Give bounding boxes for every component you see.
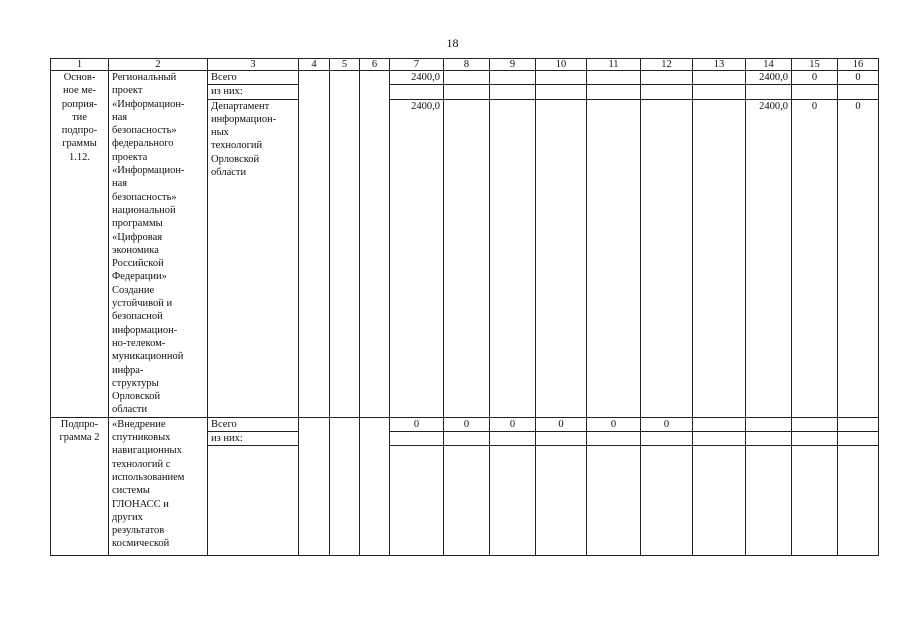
empty-cell: [641, 432, 693, 446]
column-header: 3: [208, 59, 299, 71]
text-line: «Внедрение: [112, 418, 166, 430]
value-cell: 0: [490, 417, 536, 431]
empty-cell: [746, 85, 792, 99]
text-line: устойчивой и: [112, 298, 173, 310]
empty-cell: [693, 446, 746, 556]
empty-cell: [444, 446, 490, 556]
event-type-cell: [51, 417, 109, 556]
empty-cell: [490, 71, 536, 85]
of-which-label: из них:: [208, 85, 299, 99]
value-cell: 0: [536, 417, 587, 431]
value-cell: 0: [838, 71, 879, 85]
column-header: 5: [330, 59, 360, 71]
empty-cell: [490, 446, 536, 556]
empty-cell: [792, 432, 838, 446]
column-header: 8: [444, 59, 490, 71]
empty-cell: [490, 99, 536, 417]
text-line: других: [112, 511, 143, 523]
value-cell: 0: [838, 99, 879, 417]
column-header: 16: [838, 59, 879, 71]
text-line: муникационной: [112, 351, 184, 363]
empty-cell: [641, 99, 693, 417]
empty-cell: [838, 417, 879, 431]
column-header: 15: [792, 59, 838, 71]
text-line: технологий с: [112, 458, 171, 470]
empty-cell: [838, 432, 879, 446]
text-line: информацион-: [112, 324, 178, 336]
text-line: Основ-: [63, 72, 96, 83]
empty-cell: [693, 71, 746, 85]
event-name-cell: [109, 417, 208, 556]
empty-cell: [360, 71, 390, 418]
text-line: Орловской: [112, 391, 161, 403]
text-line: ных: [211, 127, 229, 139]
empty-cell: [587, 99, 641, 417]
text-line: спутниковых: [112, 432, 171, 444]
text-line: но-телеком-: [112, 337, 166, 349]
text-line: граммы: [62, 138, 97, 150]
text-line: безопасной: [112, 311, 163, 323]
empty-cell: [390, 432, 444, 446]
text-line: области: [112, 404, 148, 416]
value-cell: 2400,0: [746, 71, 792, 85]
empty-cell: [360, 417, 390, 556]
text-line: системы: [112, 485, 150, 497]
empty-cell: [838, 85, 879, 99]
table-row: [51, 417, 879, 431]
value-cell: 2400,0: [746, 99, 792, 417]
column-header: 12: [641, 59, 693, 71]
text-line: безопасность»: [112, 191, 177, 203]
empty-cell: [208, 446, 299, 556]
empty-cell: [792, 417, 838, 431]
value-cell: 0: [641, 417, 693, 431]
column-number-row: [51, 59, 879, 71]
event-name-cell: [109, 71, 208, 418]
empty-cell: [330, 417, 360, 556]
empty-cell: [299, 417, 330, 556]
text-line: структуры: [112, 377, 159, 389]
empty-cell: [641, 71, 693, 85]
text-line: инфра-: [112, 364, 144, 376]
empty-cell: [746, 432, 792, 446]
text-line: результатов: [112, 525, 165, 537]
empty-cell: [792, 85, 838, 99]
text-line: «Цифровая: [112, 231, 163, 243]
text-line: тие: [72, 111, 87, 123]
empty-cell: [838, 446, 879, 556]
text-line: информацион-: [211, 113, 277, 125]
empty-cell: [536, 446, 587, 556]
text-line: ГЛОНАСС и: [112, 498, 169, 510]
value-cell: 0: [792, 99, 838, 417]
value-cell: 2400,0: [390, 71, 444, 85]
empty-cell: [490, 85, 536, 99]
column-header: 2: [109, 59, 208, 71]
empty-cell: [746, 446, 792, 556]
event-type-cell: [51, 71, 109, 418]
empty-cell: [536, 85, 587, 99]
column-header: 9: [490, 59, 536, 71]
total-label: Всего: [208, 417, 299, 431]
text-line: Региональный: [112, 72, 177, 83]
empty-cell: [792, 446, 838, 556]
column-header: 4: [299, 59, 330, 71]
text-line: экономика: [112, 244, 159, 256]
empty-cell: [641, 446, 693, 556]
empty-cell: [587, 85, 641, 99]
empty-cell: [490, 432, 536, 446]
empty-cell: [444, 85, 490, 99]
page-number: 18: [446, 36, 459, 50]
empty-cell: [693, 99, 746, 417]
text-line: 1.12.: [69, 151, 90, 163]
empty-cell: [693, 432, 746, 446]
empty-cell: [693, 417, 746, 431]
text-line: области: [211, 167, 247, 179]
empty-cell: [693, 85, 746, 99]
empty-cell: [444, 71, 490, 85]
empty-cell: [536, 99, 587, 417]
value-cell: 2400,0: [390, 99, 444, 417]
text-line: национальной: [112, 204, 176, 216]
empty-cell: [587, 71, 641, 85]
text-line: ное ме-: [62, 85, 97, 97]
budget-table: [50, 58, 879, 556]
value-cell: 0: [444, 417, 490, 431]
empty-cell: [536, 432, 587, 446]
empty-cell: [299, 71, 330, 418]
column-header: 7: [390, 59, 444, 71]
text-line: космической: [112, 538, 170, 550]
text-line: использованием: [112, 471, 185, 483]
text-line: программы: [112, 218, 163, 230]
value-cell: 0: [792, 71, 838, 85]
column-header: 11: [587, 59, 641, 71]
text-line: Российской: [112, 258, 164, 270]
empty-cell: [641, 85, 693, 99]
empty-cell: [587, 446, 641, 556]
value-cell: 0: [390, 417, 444, 431]
text-line: Подпро-: [60, 418, 99, 430]
text-line: Создание: [112, 284, 155, 296]
column-header: 14: [746, 59, 792, 71]
column-header: 1: [51, 59, 109, 71]
total-label: Всего: [208, 71, 299, 85]
text-line: проект: [112, 85, 143, 97]
text-line: грамма 2: [59, 432, 100, 444]
empty-cell: [444, 99, 490, 417]
text-line: «Информацион-: [112, 165, 185, 177]
column-header: 6: [360, 59, 390, 71]
text-line: Федерации»: [112, 271, 167, 283]
column-header: 13: [693, 59, 746, 71]
empty-cell: [444, 432, 490, 446]
text-line: ная: [112, 111, 128, 123]
text-line: федерального: [112, 138, 174, 150]
empty-cell: [746, 417, 792, 431]
text-line: проекта: [112, 151, 148, 163]
of-which-label: из них:: [208, 432, 299, 446]
table-row: [51, 71, 879, 85]
text-line: безопасность»: [112, 125, 177, 137]
empty-cell: [587, 432, 641, 446]
value-cell: 0: [587, 417, 641, 431]
text-line: ная: [112, 178, 128, 190]
empty-cell: [536, 71, 587, 85]
text-line: подпро-: [61, 125, 98, 137]
text-line: технологий: [211, 140, 263, 152]
text-line: навигационных: [112, 445, 182, 457]
empty-cell: [390, 85, 444, 99]
text-line: Орловской: [211, 153, 260, 165]
column-header: 10: [536, 59, 587, 71]
empty-cell: [330, 71, 360, 418]
responsible-cell: [208, 99, 299, 417]
text-line: роприя-: [61, 98, 98, 110]
text-line: Департамент: [211, 100, 270, 112]
empty-cell: [390, 446, 444, 556]
text-line: «Информацион-: [112, 98, 185, 110]
